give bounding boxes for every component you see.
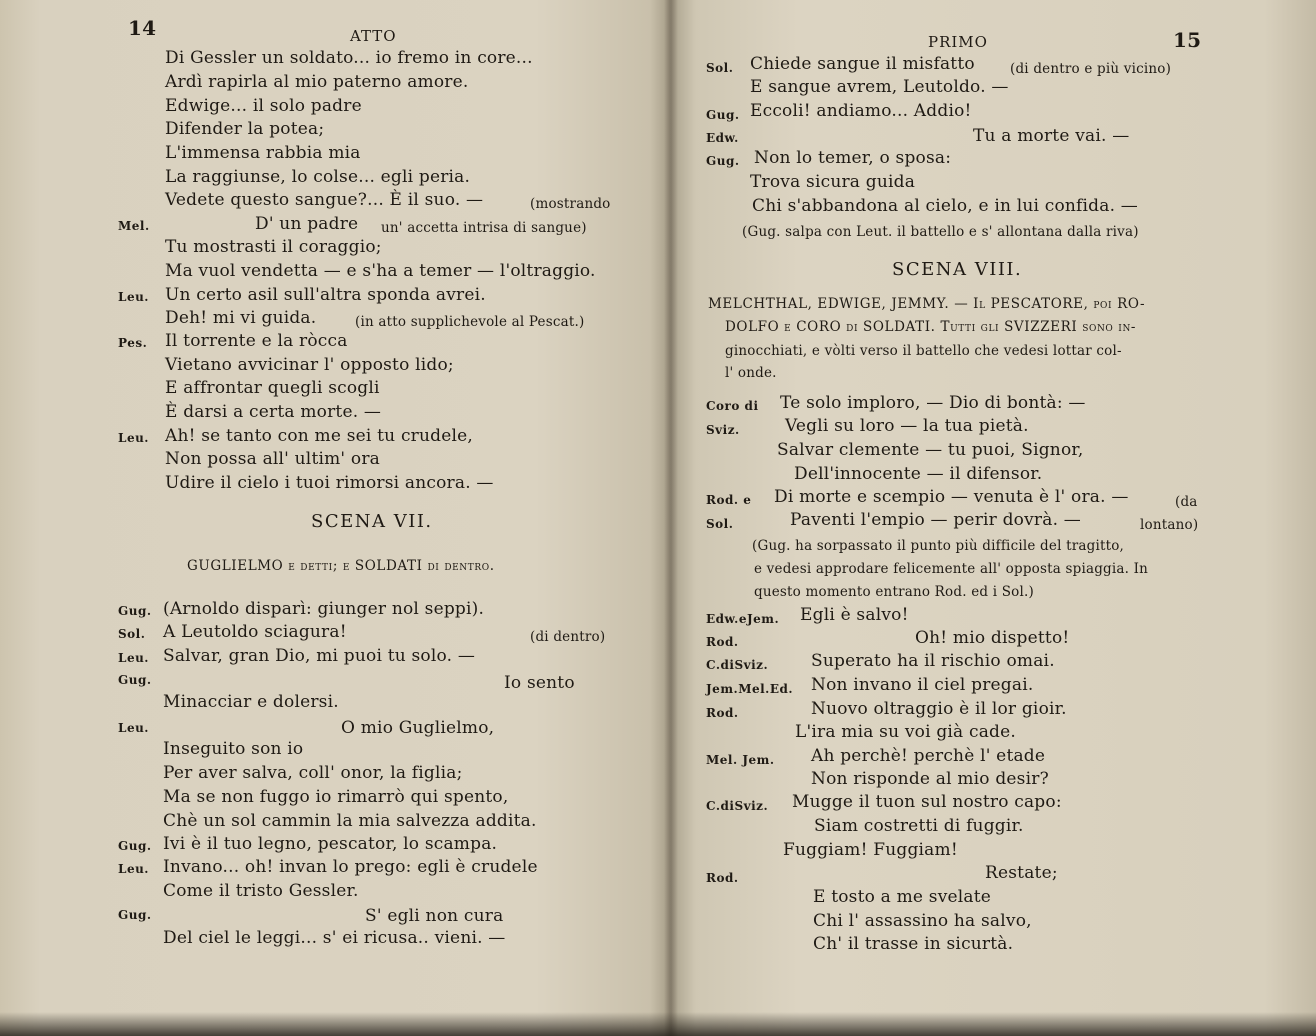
verse-line: Ivi è il tuo legno, pescator, lo scampa. — [163, 834, 498, 854]
verse-line: S' egli non cura — [365, 906, 504, 926]
verse-line: È darsi a certa morte. — — [165, 402, 382, 422]
verse-line: Non possa all' ultim' ora — [165, 449, 381, 469]
verse-line: Ch' il trasse in sicurtà. — [813, 934, 1014, 954]
speaker-label: Leu. — [118, 721, 149, 735]
speaker-label: Sol. — [118, 627, 146, 641]
stage-direction: e vedesi approdare felicemente all' opposta spiaggia. In — [754, 561, 1149, 577]
verse-line: Del ciel le leggi... s' ei ricusa.. vieni. — — [163, 928, 506, 948]
speaker-label: Leu. — [118, 651, 149, 665]
speaker-label: Leu. — [118, 290, 149, 304]
verse-line: Nuovo oltraggio è il lor gioir. — [811, 699, 1067, 719]
scene-cast-line: DOLFO e CORO di SOLDATI. Tutti gli SVIZZERI sono in- — [725, 319, 1137, 335]
stage-direction: (Gug. ha sorpassato il punto più difficile del tragitto, — [752, 538, 1125, 554]
speaker-label: Rod. e — [706, 493, 752, 507]
verse-line: E tosto a me svelate — [813, 887, 992, 907]
verse-line: Paventi l'empio — perir dovrà. — — [790, 510, 1081, 530]
speaker-label: Pes. — [118, 336, 148, 350]
scene-cast-line: MELCHTHAL, EDWIGE, JEMMY. — Il PESCATORE, poi RO- — [708, 296, 1146, 312]
speaker-label: Gug. — [118, 908, 152, 922]
verse-line: Chi s'abbandona al cielo, e in lui confida. — — [752, 196, 1138, 216]
scene-cast-line: l' onde. — [725, 365, 777, 381]
speaker-label: Rod. — [706, 635, 739, 649]
verse-line: L'immensa rabbia mia — [165, 143, 361, 163]
verse-line: O mio Guglielmo, — [341, 718, 495, 738]
speaker-label: Coro di — [706, 399, 759, 413]
verse-line: Ah perchè! perchè l' etade — [811, 746, 1046, 766]
verse-line: Chi l' assassino ha salvo, — [813, 911, 1032, 931]
verse-line: Salvar clemente — tu puoi, Signor, — [777, 440, 1084, 460]
verse-line: Oh! mio dispetto! — [915, 628, 1070, 648]
verse-line: Ah! se tanto con me sei tu crudele, — [165, 426, 473, 446]
verse-line: Mugge il tuon sul nostro capo: — [792, 792, 1062, 812]
scene-cast-line: ginocchiati, e vòlti verso il battello che vedesi lottar col- — [725, 343, 1122, 359]
verse-line: Tu mostrasti il coraggio; — [165, 237, 382, 257]
speaker-label: C.diSviz. — [706, 658, 769, 672]
verse-line: Egli è salvo! — [800, 605, 909, 625]
verse-line: Vedete questo sangue?... È il suo. — — [165, 190, 484, 210]
verse-line: A Leutoldo sciagura! — [163, 622, 347, 642]
speaker-label: Leu. — [118, 431, 149, 445]
speaker-label: Gug. — [118, 673, 152, 687]
stage-direction: (da — [1175, 494, 1198, 510]
verse-line: Restate; — [985, 863, 1058, 883]
speaker-label: Mel. — [118, 219, 150, 233]
verse-line: Non lo temer, o sposa: — [754, 148, 952, 168]
verse-line: Non risponde al mio desir? — [811, 769, 1049, 789]
verse-line: Come il tristo Gessler. — [163, 881, 359, 901]
verse-line: Invano... oh! invan lo prego: egli è crudele — [163, 857, 538, 877]
verse-line: Fuggiam! Fuggiam! — [783, 840, 958, 860]
verse-line: Difender la potea; — [165, 119, 325, 139]
verse-line: Deh! mi vi guida. — [165, 308, 317, 328]
scene-title: SCENA VIII. — [892, 259, 1023, 280]
stage-direction: questo momento entrano Rod. ed i Sol.) — [754, 584, 1034, 600]
running-head: PRIMO — [928, 33, 988, 51]
verse-line: Un certo asil sull'altra sponda avrei. — [165, 285, 486, 305]
scene-cast: GUGLIELMO e detti; e SOLDATI di dentro. — [187, 558, 495, 574]
speaker-label: Sol. — [706, 517, 734, 531]
verse-line: Dell'innocente — il difensor. — [794, 464, 1043, 484]
verse-line: Ma vuol vendetta — e s'ha a temer — l'oltraggio. — [165, 261, 596, 281]
speaker-label: Gug. — [706, 108, 740, 122]
verse-line: (Arnoldo disparì: giunger nol seppi). — [163, 599, 485, 619]
verse-line: Salvar, gran Dio, mi puoi tu solo. — — [163, 646, 476, 666]
verse-line: Superato ha il rischio omai. — [811, 651, 1055, 671]
stage-direction: (Gug. salpa con Leut. il battello e s' allontana dalla riva) — [742, 224, 1139, 240]
verse-line: Eccoli! andiamo... Addio! — [750, 101, 972, 121]
verse-line: Te solo imploro, — Dio di bontà: — — [780, 393, 1086, 413]
page-bottom-edge — [0, 1012, 1316, 1036]
speaker-label: Mel. Jem. — [706, 753, 775, 767]
speaker-label: Rod. — [706, 706, 739, 720]
speaker-label: Sol. — [706, 61, 734, 75]
stage-direction: (di dentro) — [530, 629, 606, 645]
verse-line: Ma se non fuggo io rimarrò qui spento, — [163, 787, 509, 807]
speaker-label: Edw.eJem. — [706, 612, 780, 626]
stage-direction: (di dentro e più vicino) — [1010, 61, 1172, 77]
verse-line: E affrontar quegli scogli — [165, 378, 380, 398]
verse-line: Chiede sangue il misfatto — [750, 54, 975, 74]
speaker-label: C.diSviz. — [706, 799, 769, 813]
speaker-label: Gug. — [118, 604, 152, 618]
verse-line: Udire il cielo i tuoi rimorsi ancora. — — [165, 473, 494, 493]
verse-line: Di Gessler un soldato... io fremo in core... — [165, 48, 533, 68]
speaker-label: Sviz. — [706, 423, 740, 437]
speaker-label: Jem.Mel.Ed. — [706, 682, 794, 696]
speaker-label: Rod. — [706, 871, 739, 885]
speaker-label: Gug. — [706, 154, 740, 168]
verse-line: Trova sicura guida — [750, 172, 916, 192]
verse-line: Vegli su loro — la tua pietà. — [785, 416, 1029, 436]
right-page — [670, 0, 1316, 1036]
verse-line: Per aver salva, coll' onor, la figlia; — [163, 763, 463, 783]
verse-line: Tu a morte vai. — — [973, 126, 1130, 146]
speaker-label: Edw. — [706, 131, 739, 145]
speaker-label: Leu. — [118, 862, 149, 876]
verse-line: Io sento — [504, 673, 575, 693]
stage-direction: (mostrando — [530, 196, 611, 212]
page-number: 14 — [128, 16, 157, 40]
verse-line: D' un padre — [255, 214, 359, 234]
verse-line: Di morte e scempio — venuta è l' ora. — — [774, 487, 1129, 507]
verse-line: Il torrente e la ròcca — [165, 331, 348, 351]
stage-direction: (in atto supplichevole al Pescat.) — [355, 314, 585, 330]
verse-line: Chè un sol cammin la mia salvezza addita. — [163, 811, 537, 831]
scene-title: SCENA VII. — [311, 511, 433, 532]
verse-line: Ardì rapirla al mio paterno amore. — [165, 72, 469, 92]
verse-line: E sangue avrem, Leutoldo. — — [750, 77, 1009, 97]
speaker-label: Gug. — [118, 839, 152, 853]
verse-line: La raggiunse, lo colse... egli peria. — [165, 167, 471, 187]
book-gutter — [664, 0, 678, 1036]
running-head: ATTO — [350, 27, 397, 45]
verse-line: Minacciar e dolersi. — [163, 692, 339, 712]
stage-direction: lontano) — [1140, 517, 1199, 533]
verse-line: L'ira mia su voi già cade. — [795, 722, 1016, 742]
verse-line: Non invano il ciel pregai. — [811, 675, 1034, 695]
verse-line: Inseguito son io — [163, 739, 304, 759]
stage-direction: un' accetta intrisa di sangue) — [381, 220, 587, 236]
verse-line: Edwige... il solo padre — [165, 96, 362, 116]
page-number: 15 — [1173, 28, 1202, 52]
verse-line: Siam costretti di fuggir. — [814, 816, 1024, 836]
verse-line: Vietano avvicinar l' opposto lido; — [165, 355, 454, 375]
